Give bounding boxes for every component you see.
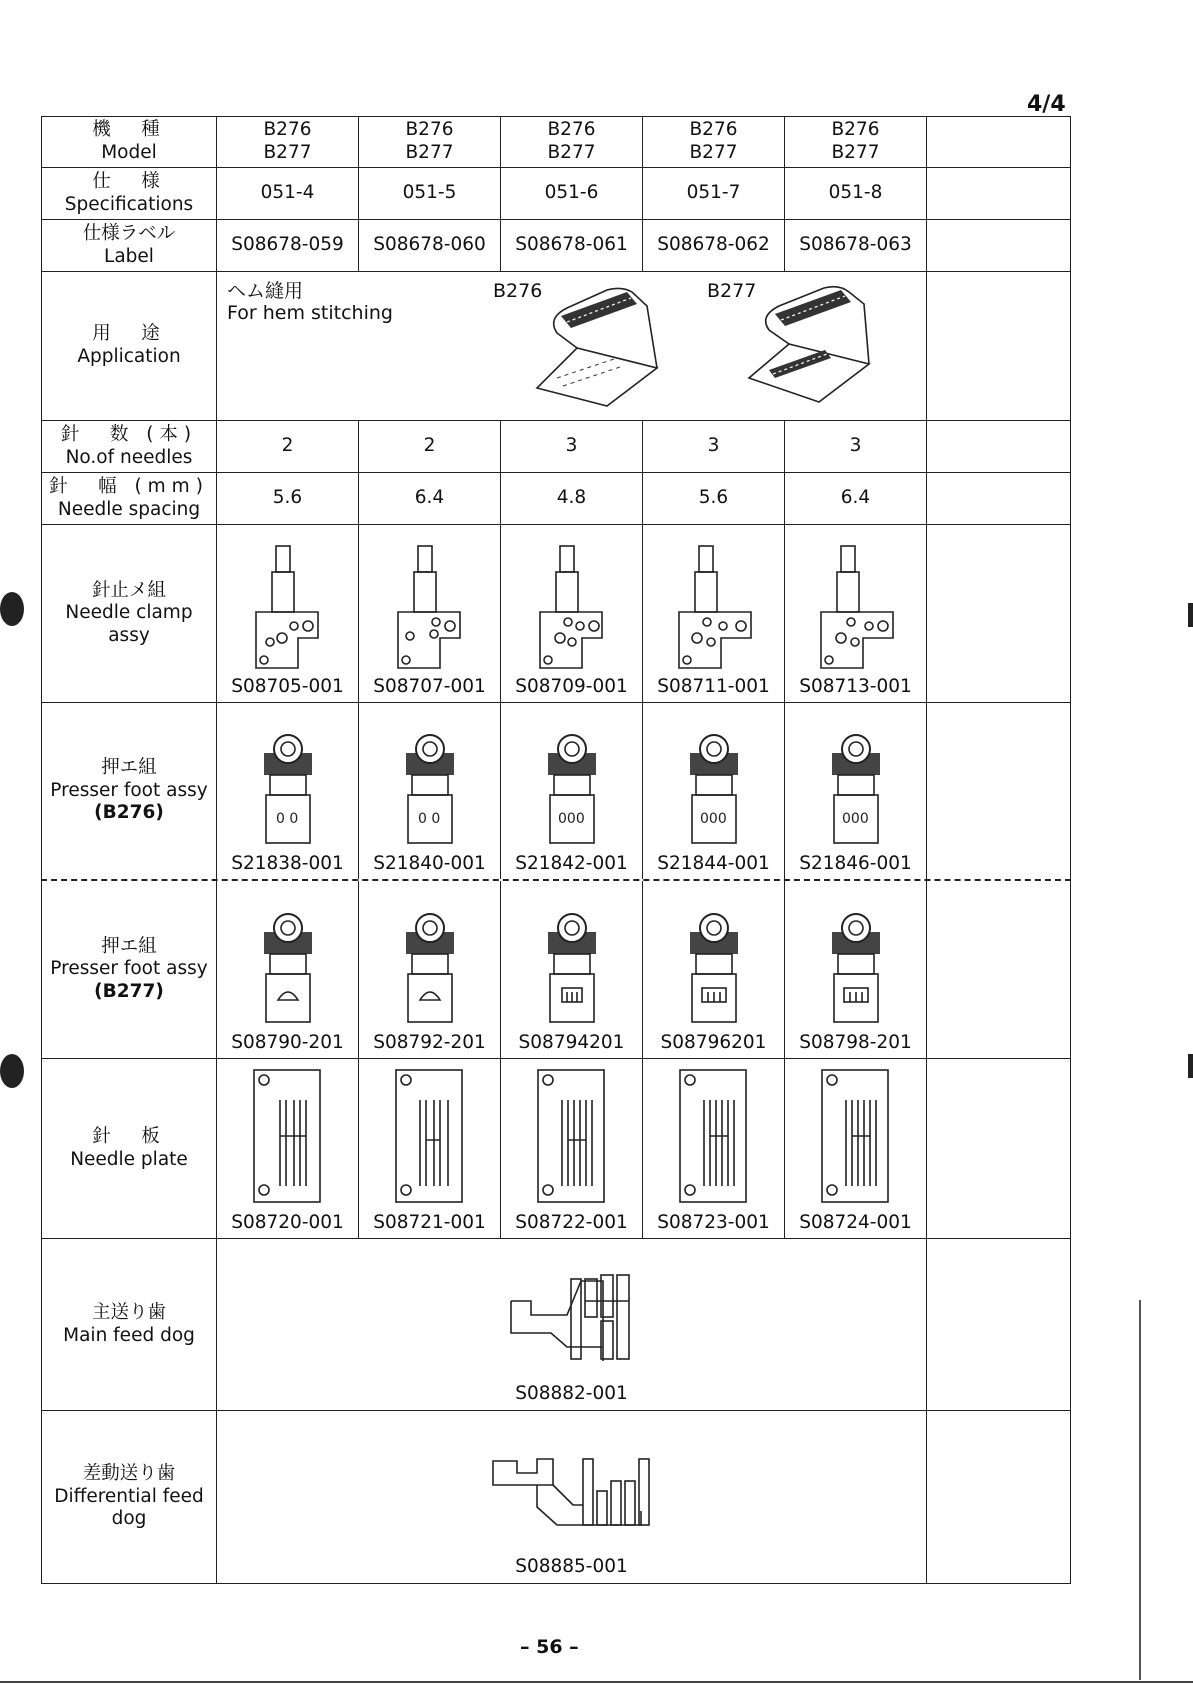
svg-text:000: 000 (557, 811, 585, 828)
row-needle-plate (41, 1059, 1071, 1239)
label-code: S08678-063 (784, 220, 926, 271)
label-jp: 針 幅 (mm) (49, 475, 209, 497)
row-specifications (41, 168, 1071, 220)
model-value: B276 (689, 119, 738, 141)
needle-clamp-icon (813, 542, 899, 672)
label-jp: 主送り歯 (91, 1301, 166, 1323)
spacing-value: 4.8 (500, 473, 642, 524)
part-code: S08711-001 (657, 676, 770, 698)
model-b276-caption: B276 (493, 280, 543, 302)
label-jp: 針 板 (92, 1125, 166, 1147)
model-value: B277 (547, 142, 596, 163)
empty-cell (926, 1059, 1072, 1238)
part-code: S08723-001 (657, 1212, 770, 1234)
svg-text:000: 000 (699, 811, 727, 828)
svg-text:0 0: 0 0 (275, 811, 298, 828)
part-code: S08713-001 (799, 676, 912, 698)
label-jp: 仕様ラベル (82, 222, 176, 244)
label-jp: 針 数 (本) (60, 423, 198, 445)
model-value: B276 (547, 119, 596, 141)
part-code: S08790-201 (231, 1032, 344, 1054)
label-jp: 針止メ組 (91, 579, 166, 601)
part-code: S08705-001 (231, 676, 344, 698)
empty-cell (926, 272, 1072, 420)
label-model: (B276) (94, 802, 164, 824)
empty-cell (926, 525, 1072, 702)
spacing-value: 5.6 (642, 473, 784, 524)
spec-value: 051-5 (358, 168, 500, 219)
label-en: No.of needles (65, 446, 193, 468)
spacing-value: 6.4 (358, 473, 500, 524)
label-en: Presser foot assy (50, 779, 208, 801)
presser-foot-icon (676, 898, 752, 1028)
spec-value: 051-6 (500, 168, 642, 219)
presser-foot-icon (534, 719, 610, 849)
label-en: Differential feed dog (54, 1485, 204, 1530)
edge-mark (1188, 603, 1193, 627)
label-jp: 押エ組 (101, 935, 157, 957)
part-code: S21844-001 (657, 853, 770, 875)
label-model: (B277) (94, 980, 164, 1002)
label-jp: 用 途 (92, 323, 166, 345)
part-code: S08709-001 (515, 676, 628, 698)
needle-count: 3 (642, 421, 784, 472)
binder-hole-mark (0, 592, 24, 626)
row-presser-foot-b276 (41, 703, 1071, 881)
model-value: B276 (831, 119, 880, 141)
needle-clamp-icon (248, 542, 328, 672)
part-code: S08792-201 (373, 1032, 486, 1054)
page-footer: – 56 – (520, 1636, 579, 1658)
svg-text:000: 000 (841, 811, 869, 828)
model-value: B277 (689, 142, 738, 163)
model-value: B277 (263, 142, 312, 163)
row-model (41, 116, 1071, 168)
spacing-value: 6.4 (784, 473, 926, 524)
empty-cell (926, 168, 1072, 219)
empty-cell (926, 473, 1072, 524)
page-indicator: 4/4 (1027, 92, 1066, 117)
spec-value: 051-7 (642, 168, 784, 219)
label-en: Application (77, 346, 181, 367)
model-value: B277 (405, 142, 454, 163)
part-code: S08796201 (660, 1032, 767, 1054)
part-code: S08722-001 (515, 1212, 628, 1234)
part-code: S08720-001 (231, 1212, 344, 1234)
needle-clamp-icon (671, 542, 757, 672)
label-code: S08678-061 (500, 220, 642, 271)
row-needle-spacing (41, 473, 1071, 525)
differential-feed-dog-cell (216, 1411, 926, 1583)
application-jp: ヘム縫用 (227, 280, 304, 302)
row-needle-clamp (41, 525, 1071, 703)
model-b277-caption: B277 (707, 280, 757, 302)
part-code: S21838-001 (231, 853, 344, 875)
presser-foot-icon (534, 898, 610, 1028)
part-code: S08707-001 (373, 676, 486, 698)
needle-plate-icon (674, 1066, 754, 1208)
label-en: Label (104, 245, 154, 267)
svg-text:0 0: 0 0 (417, 811, 440, 828)
hem-fabric-b277-illustration (729, 278, 889, 408)
row-label (41, 220, 1071, 272)
label-en: Main feed dog (63, 1324, 195, 1346)
needle-plate-icon (248, 1066, 328, 1208)
needle-plate-icon (816, 1066, 896, 1208)
row-differential-feed-dog (41, 1411, 1071, 1584)
label-en: Model (101, 142, 157, 163)
row-needles (41, 421, 1071, 473)
edge-mark (1188, 1054, 1193, 1078)
label-jp: 差動送り歯 (82, 1463, 176, 1485)
spec-value: 051-4 (216, 168, 358, 219)
differential-feed-dog-icon (487, 1451, 657, 1541)
needle-plate-icon (390, 1066, 470, 1208)
scan-bottom-line (0, 1681, 1193, 1683)
presser-foot-icon (392, 898, 468, 1028)
part-code: S08794201 (518, 1032, 625, 1054)
label-en: Needle clamp assy (65, 602, 193, 646)
empty-cell (926, 220, 1072, 271)
needle-clamp-icon (390, 542, 470, 672)
label-en: Needle plate (70, 1148, 188, 1170)
part-code: S08798-201 (799, 1032, 912, 1054)
needle-count: 3 (500, 421, 642, 472)
application-cell (216, 272, 926, 420)
part-code: S08885-001 (515, 1556, 628, 1577)
label-en: Specifications (64, 193, 194, 215)
model-value: B276 (263, 119, 312, 141)
needle-count: 2 (358, 421, 500, 472)
needle-count: 2 (216, 421, 358, 472)
empty-cell (926, 1239, 1072, 1410)
presser-foot-icon (250, 898, 326, 1028)
label-jp: 押エ組 (101, 757, 157, 779)
empty-cell (926, 1411, 1072, 1583)
presser-foot-icon (818, 898, 894, 1028)
empty-cell (926, 421, 1072, 472)
part-code: S21846-001 (799, 853, 912, 875)
part-code: S08882-001 (515, 1383, 628, 1404)
label-jp: 機 種 (92, 119, 166, 141)
part-code: S21840-001 (373, 853, 486, 875)
label-code: S08678-062 (642, 220, 784, 271)
binder-hole-mark (0, 1054, 24, 1088)
empty-cell (926, 117, 1072, 167)
empty-cell (926, 881, 1072, 1058)
row-main-feed-dog (41, 1239, 1071, 1411)
spacing-value: 5.6 (216, 473, 358, 524)
empty-cell (926, 703, 1072, 879)
needle-plate-icon (532, 1066, 612, 1208)
label-en: Presser foot assy (50, 958, 208, 980)
application-en: For hem stitching (227, 302, 393, 324)
presser-foot-icon (250, 719, 326, 849)
label-code: S08678-060 (358, 220, 500, 271)
part-code: S08721-001 (373, 1212, 486, 1234)
row-presser-foot-b277 (41, 881, 1071, 1059)
model-value: B277 (831, 142, 880, 163)
hem-fabric-b276-illustration (517, 278, 677, 408)
row-application (41, 272, 1071, 421)
label-jp: 仕 様 (92, 170, 166, 192)
scan-edge-line (1139, 1300, 1141, 1680)
label-code: S08678-059 (216, 220, 358, 271)
presser-foot-icon (818, 719, 894, 849)
main-feed-dog-icon (507, 1271, 647, 1371)
main-feed-dog-cell (216, 1239, 926, 1410)
needle-clamp-icon (532, 542, 612, 672)
part-code: S21842-001 (515, 853, 628, 875)
needle-count: 3 (784, 421, 926, 472)
part-code: S08724-001 (799, 1212, 912, 1234)
spec-value: 051-8 (784, 168, 926, 219)
model-value: B276 (405, 119, 454, 141)
presser-foot-icon (676, 719, 752, 849)
presser-foot-icon (392, 719, 468, 849)
label-en: Needle spacing (57, 498, 201, 520)
